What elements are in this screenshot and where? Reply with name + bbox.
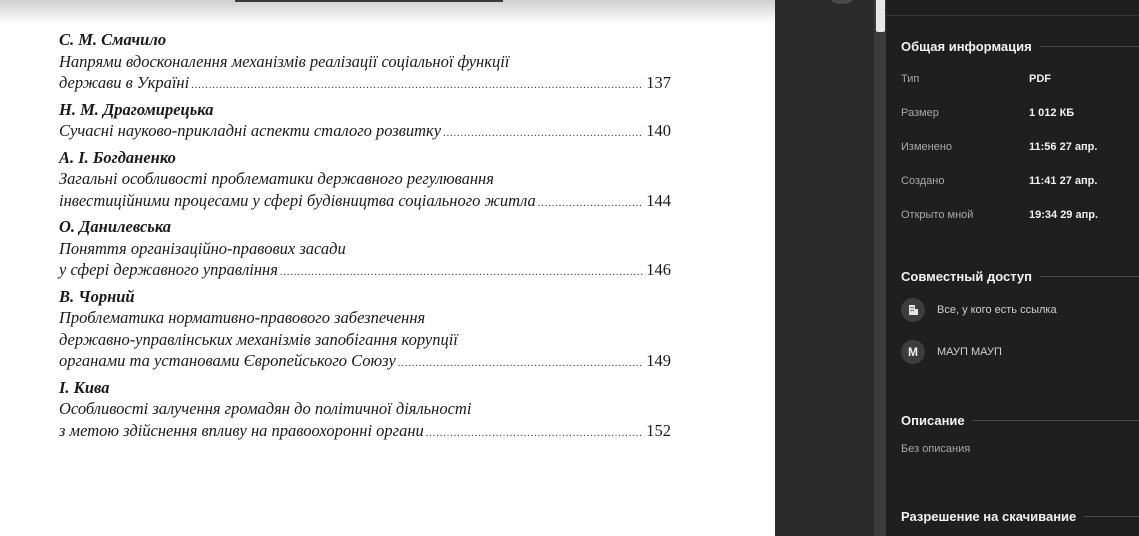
info-value: 11:41 27 апр. [1029, 175, 1098, 187]
toc-page-number: 140 [646, 121, 671, 140]
toc-title-line: Поняття організаційно-правових засади [59, 238, 346, 258]
building-icon [901, 298, 925, 322]
toc-author: А. І. Богданенко [59, 147, 176, 167]
dot-leader [426, 423, 643, 445]
toc-author: С. М. Смачило [59, 30, 167, 49]
dot-leader [398, 353, 643, 375]
toc-last-line [59, 190, 671, 215]
building-icon-glyph [907, 304, 919, 316]
owner-name: МАУП МАУП [937, 346, 1002, 358]
dot-leader [538, 193, 644, 215]
toc-page-number: 149 [646, 351, 671, 370]
toc-last-line [59, 259, 671, 284]
toc-entry [59, 99, 671, 145]
info-row-created [901, 175, 1097, 187]
toc-page-number: 152 [646, 420, 671, 440]
info-key: Размер [901, 107, 939, 119]
info-row-type [901, 73, 1051, 85]
panel-divider [886, 15, 1139, 16]
download-permission-title: Разрешение на скачивание [901, 509, 1077, 524]
table-of-contents [59, 29, 671, 446]
page-top-bar [235, 0, 503, 2]
info-key: Изменено [901, 141, 953, 153]
page-top-shadow [0, 0, 775, 24]
toc-title-line: органами та установами Європейського Союзу [59, 351, 396, 370]
heading-rule [1040, 46, 1139, 47]
info-value: 11:56 27 апр. [1029, 141, 1098, 153]
toc-title-line: у сфері державного управління [59, 260, 278, 279]
toc-author: І. Кива [59, 377, 110, 397]
toc-title-line: Загальні особливості проблематики державного регулювання [59, 169, 494, 188]
link-sharing-row[interactable] [901, 298, 1057, 322]
toc-entry [59, 147, 671, 215]
toc-title-line: Напрями вдосконалення механізмів реалізації соціальної функції [59, 51, 510, 71]
details-panel [886, 0, 1139, 536]
owner-row[interactable] [901, 340, 1002, 364]
info-value: 19:34 29 апр. [1029, 209, 1099, 221]
heading-rule [1084, 516, 1139, 517]
toc-title-line: інвестиційними процесами у сфері будівництва соціального житла [59, 190, 536, 210]
toc-entry [59, 29, 671, 97]
dot-leader [443, 123, 643, 145]
toc-title-line: Сучасні науково-прикладні аспекти сталого розвитку [59, 121, 442, 140]
download-permission-heading [901, 509, 1139, 524]
info-key: Создано [901, 175, 945, 187]
toc-title-line: держави в Україні [59, 73, 190, 92]
toc-page-number: 146 [646, 260, 671, 279]
toc-last-line [59, 72, 671, 97]
toc-page-number: 137 [646, 73, 671, 92]
sharing-heading [901, 269, 1139, 284]
info-value: 1 012 КБ [1029, 107, 1075, 119]
toc-page-number: 144 [646, 190, 671, 210]
description-text: Без описания [901, 443, 971, 455]
dot-leader [191, 75, 643, 97]
viewer-background [775, 0, 874, 536]
toc-last-line [59, 120, 671, 145]
info-row-opened [901, 209, 1098, 221]
toc-entry [59, 216, 671, 284]
toc-title-line: з метою здійснення впливу на правоохоронні органи [59, 420, 424, 440]
dot-leader [280, 262, 643, 284]
info-key: Открыто мной [901, 209, 974, 221]
info-value: PDF [1029, 73, 1051, 85]
scrollbar-thumb[interactable] [876, 0, 885, 32]
general-info-heading [901, 39, 1139, 54]
scrollbar-track[interactable] [874, 0, 886, 536]
toc-title-line: Проблематика нормативно-правового забезпечення [59, 308, 426, 327]
link-sharing-label: Все, у кого есть ссылка [937, 304, 1057, 316]
info-key: Тип [901, 73, 920, 85]
heading-rule [973, 420, 1139, 421]
info-row-size [901, 107, 1074, 119]
toc-last-line [59, 350, 671, 375]
toc-author: О. Данилевська [59, 217, 172, 236]
info-row-modified [901, 141, 1097, 153]
toc-entry [59, 286, 671, 375]
owner-avatar: М [901, 340, 925, 364]
sharing-title: Совместный доступ [901, 269, 1033, 284]
toc-entry [59, 377, 671, 445]
toc-title-line: державно-управлінських механізмів запобігання корупції [59, 329, 458, 349]
toc-author: В. Чорний [59, 286, 135, 306]
toc-author: Н. М. Драгомирецька [59, 99, 214, 119]
description-title: Описание [901, 413, 965, 428]
toc-title-line: Особливості залучення громадян до політичної діяльності [59, 399, 472, 418]
description-heading [901, 413, 1139, 428]
toc-last-line [59, 420, 671, 445]
general-info-title: Общая информация [901, 39, 1032, 54]
heading-rule [1040, 276, 1139, 277]
